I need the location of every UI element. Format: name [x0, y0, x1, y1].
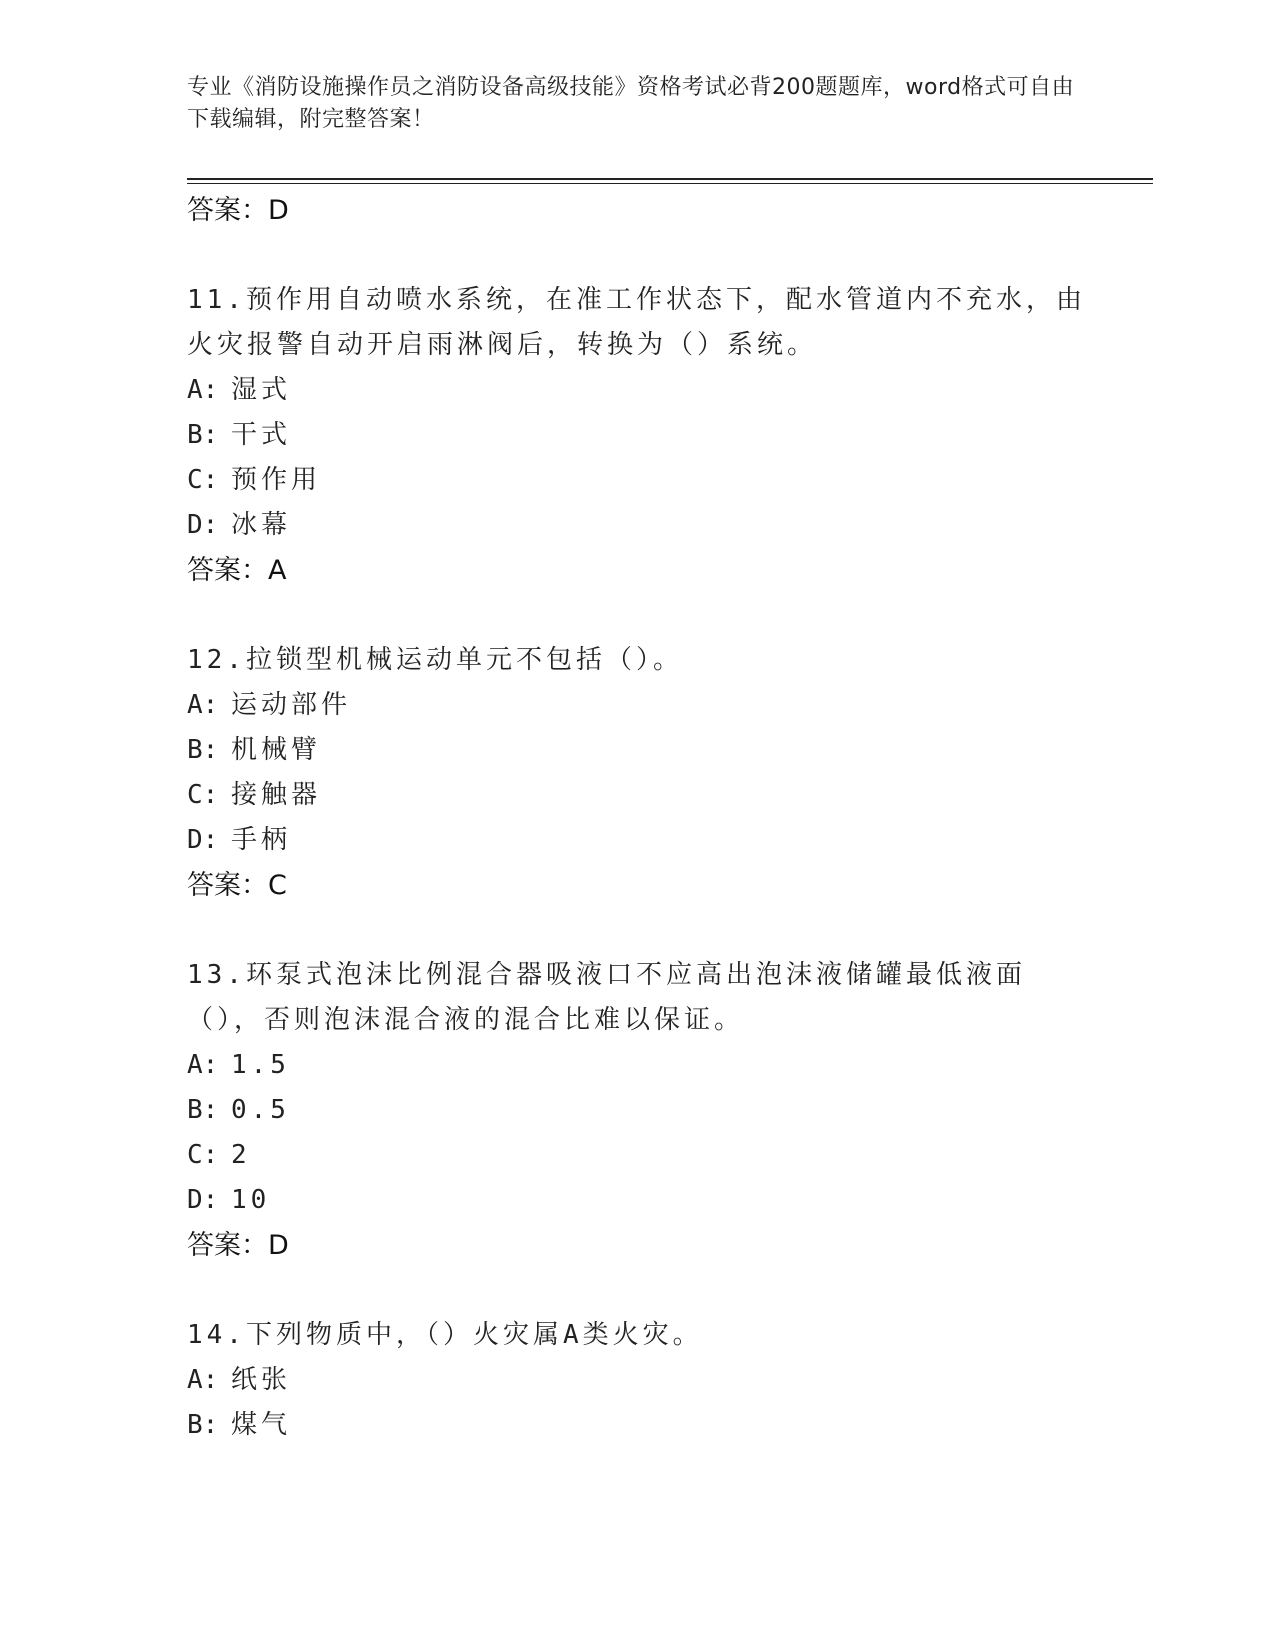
option-a [187, 1043, 1087, 1088]
option-text: 冰幕 [231, 510, 292, 540]
answer-line: 答案：D [187, 195, 289, 226]
option-label: C: [187, 465, 219, 495]
option-label: B: [187, 1410, 219, 1440]
option-text: 纸张 [231, 1365, 292, 1395]
option-label: B: [187, 420, 219, 450]
option-label: A: [187, 1365, 219, 1395]
option-text: 机械臂 [231, 735, 322, 765]
option-text: 煤气 [231, 1410, 292, 1440]
option-label: A: [187, 690, 219, 720]
option-b [187, 728, 1087, 773]
option-text: 接触器 [231, 780, 322, 810]
answer-line: 答案：D [187, 1230, 289, 1261]
header-divider [187, 178, 1153, 184]
option-text: 10 [231, 1185, 271, 1215]
option-a [187, 683, 1087, 728]
option-label: C: [187, 1140, 219, 1170]
option-label: D: [187, 510, 219, 540]
option-label: B: [187, 735, 219, 765]
option-text: 1.5 [231, 1050, 290, 1080]
option-text: 运动部件 [231, 690, 352, 720]
option-label: D: [187, 1185, 219, 1215]
answer-line: 答案：A [187, 555, 287, 586]
option-text: 干式 [231, 420, 292, 450]
option-label: A: [187, 375, 219, 405]
option-d [187, 503, 1087, 548]
document-header: 专业《消防设施操作员之消防设备高级技能》资格考试必背200题题库，word格式可自由下载编辑，附完整答案！ [187, 75, 1075, 132]
option-a [187, 368, 1087, 413]
spacer [187, 1268, 1087, 1313]
option-label: A: [187, 1050, 219, 1080]
question-text: 13.环泵式泡沫比例混合器吸液口不应高出泡沫液储罐最低液面（），否则泡沫混合液的混合比难以保证。 [187, 960, 1026, 1035]
option-text: 0.5 [231, 1095, 290, 1125]
option-b [187, 1088, 1087, 1133]
question-text: 12.拉锁型机械运动单元不包括（）。 [187, 645, 683, 675]
option-label: B: [187, 1095, 219, 1125]
answer-line: 答案：C [187, 870, 287, 901]
spacer [187, 233, 1087, 278]
option-text: 湿式 [231, 375, 292, 405]
option-b [187, 413, 1087, 458]
question-text: 11.预作用自动喷水系统，在准工作状态下，配水管道内不充水，由火灾报警自动开启雨淋阀后，转换为（）系统。 [187, 285, 1086, 360]
option-d [187, 818, 1087, 863]
spacer [187, 908, 1087, 953]
option-label: D: [187, 825, 219, 855]
option-text: 手柄 [231, 825, 292, 855]
question-list [187, 188, 1087, 1448]
option-c [187, 773, 1087, 818]
option-label: C: [187, 780, 219, 810]
spacer [187, 593, 1087, 638]
option-a [187, 1358, 1087, 1403]
option-c [187, 458, 1087, 503]
option-b [187, 1403, 1087, 1448]
option-d [187, 1178, 1087, 1223]
option-c [187, 1133, 1087, 1178]
option-text: 2 [231, 1140, 251, 1170]
option-text: 预作用 [231, 465, 322, 495]
question-text: 14.下列物质中，（）火灾属A类火灾。 [187, 1320, 703, 1350]
